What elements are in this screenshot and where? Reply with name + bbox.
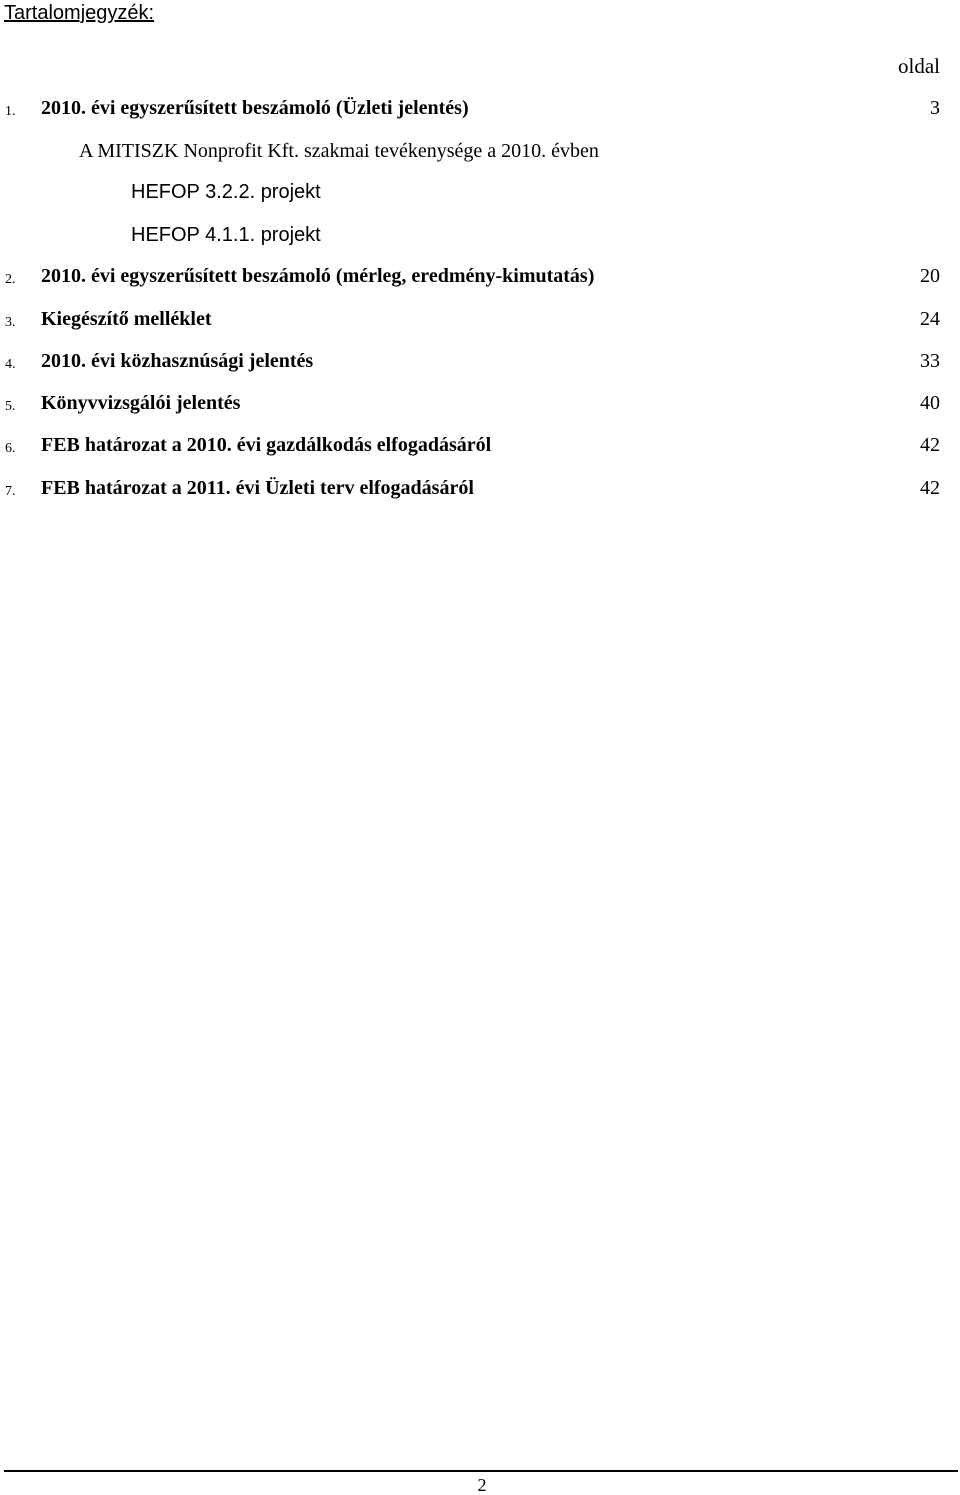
toc-entry-text: FEB határozat a 2010. évi gazdálkodás elfogadásáról <box>41 434 492 456</box>
page-number: 2 <box>477 1475 487 1495</box>
page-column-label: oldal <box>898 54 940 78</box>
toc-title: Tartalomjegyzék: <box>4 2 155 24</box>
toc-entry-text: 2010. évi közhasznúsági jelentés <box>41 350 314 372</box>
toc-entry[interactable] <box>0 475 940 505</box>
toc-entry-page: 40 <box>920 392 940 414</box>
toc-entry-text: 2010. évi egyszerűsített beszámoló (mérleg, eredmény-kimutatás) <box>41 265 595 287</box>
toc-entry-number: 3. <box>5 315 16 330</box>
toc-entry-number: 4. <box>5 357 16 372</box>
toc-entry-page: 42 <box>920 434 940 456</box>
toc-entry[interactable] <box>0 348 940 378</box>
toc-entry-text: FEB határozat a 2011. évi Üzleti terv elfogadásáról <box>41 477 474 499</box>
toc-entry-text: Könyvvizsgálói jelentés <box>41 392 241 414</box>
toc-entry-number: 1. <box>5 104 16 119</box>
toc-entry-number: 6. <box>5 441 16 456</box>
toc-entry-page: 33 <box>920 350 940 372</box>
toc-entry-number: 2. <box>5 272 16 287</box>
toc-entry[interactable] <box>0 306 940 336</box>
toc-entry[interactable] <box>0 263 940 293</box>
toc-entry[interactable] <box>0 390 940 420</box>
toc-entry-page: 42 <box>920 477 940 499</box>
toc-subentry: HEFOP 3.2.2. projekt <box>131 181 321 203</box>
toc-entry-page: 24 <box>920 308 940 330</box>
footer-rule <box>4 1470 958 1472</box>
toc-entry-page: 3 <box>930 97 940 119</box>
toc-entry-page: 20 <box>920 265 940 287</box>
toc-entry[interactable] <box>0 432 940 462</box>
toc-entry-text: Kiegészítő melléklet <box>41 308 212 330</box>
toc-entry-text: 2010. évi egyszerűsített beszámoló (Üzleti jelentés) <box>41 97 469 119</box>
toc-subentry: HEFOP 4.1.1. projekt <box>131 224 321 246</box>
toc-entry[interactable] <box>0 95 940 125</box>
toc-entry-number: 5. <box>5 399 16 414</box>
toc-subentry: A MITISZK Nonprofit Kft. szakmai tevékenysége a 2010. évben <box>79 140 599 162</box>
toc-entry-number: 7. <box>5 484 16 499</box>
